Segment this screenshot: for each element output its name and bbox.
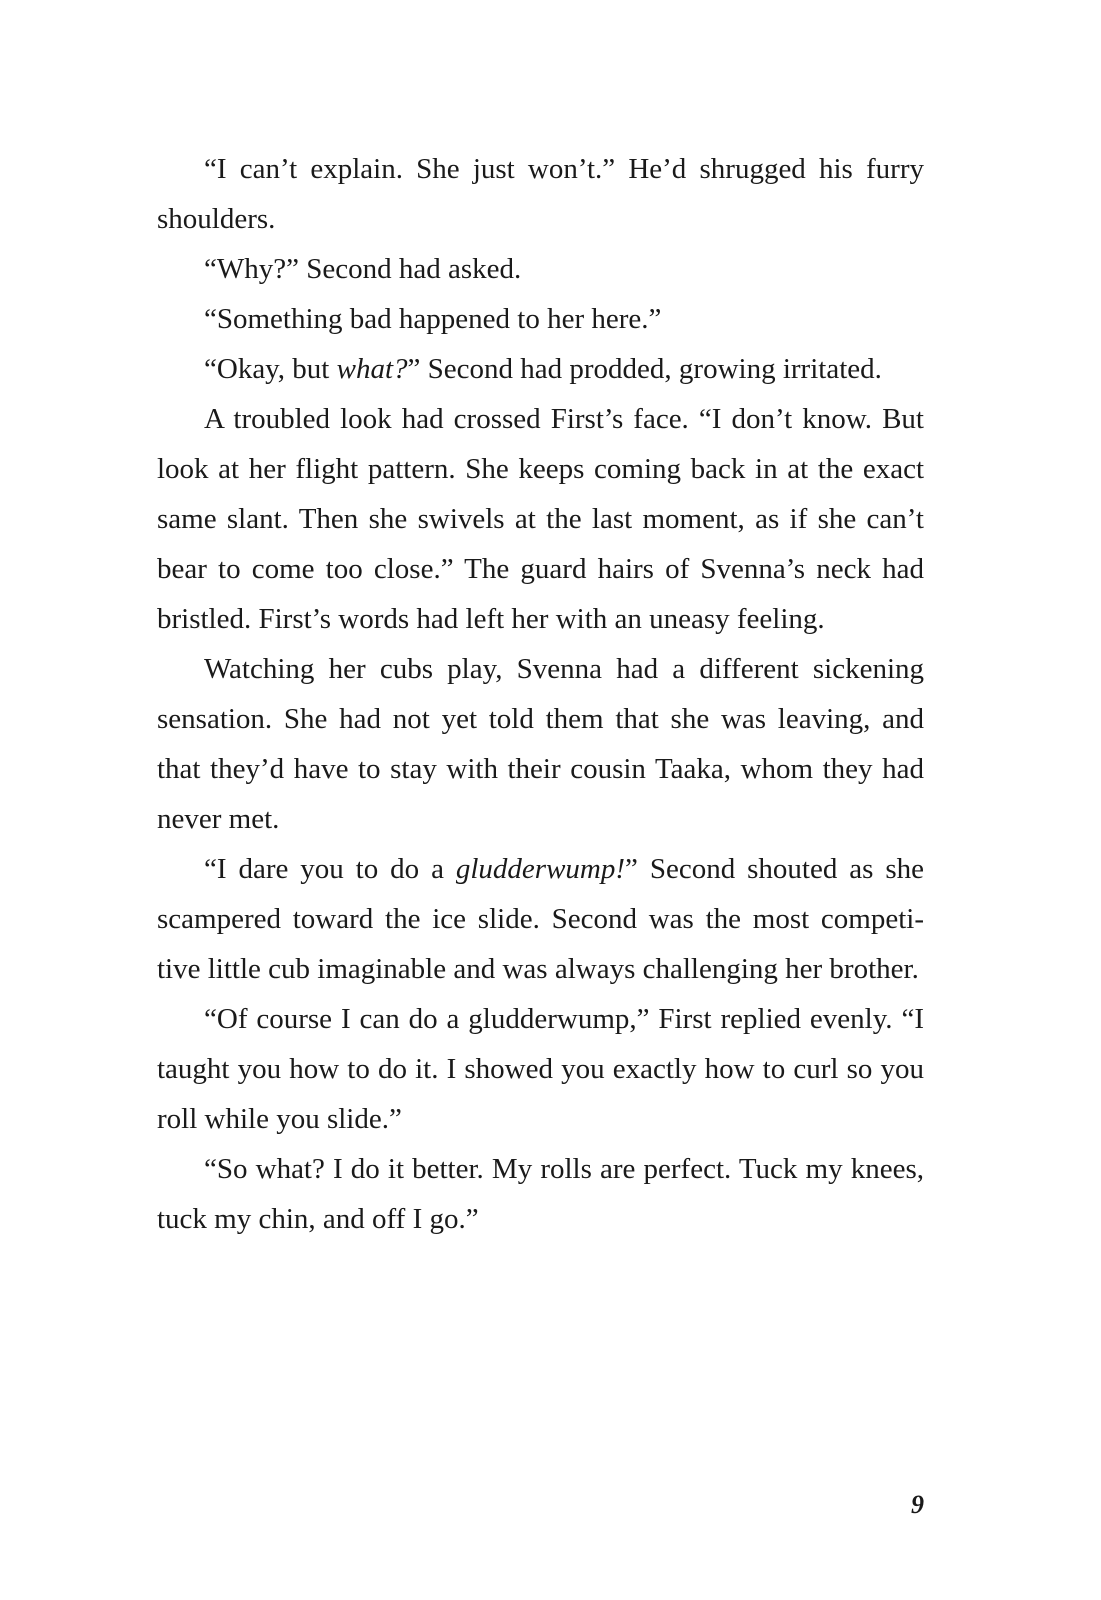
body-text (157, 144, 924, 1244)
paragraph (157, 244, 924, 294)
page-number: 9 (911, 1490, 924, 1519)
text-run: “I can’t explain. She just won’t.” He’d shrugged his furry shoulders. (157, 153, 924, 235)
text-run: “Something bad happened to her here.” (204, 303, 662, 335)
paragraph (157, 394, 924, 644)
paragraph (157, 144, 924, 244)
text-run: ” Second had prodded, growing irritated. (407, 353, 882, 385)
text-run: “Why?” Second had asked. (204, 253, 522, 285)
italic-text: gludderwump! (455, 853, 626, 885)
text-run: “I dare you to do a (204, 853, 456, 885)
text-run: Watching her cubs play, Svenna had a different sickening sensation. She had not yet told them that she was leaving, and that they’d have to stay with their cousin Taaka, whom they had never met. (157, 653, 924, 835)
paragraph (157, 844, 924, 994)
paragraph (157, 294, 924, 344)
text-run: “So what? I do it better. My rolls are perfect. Tuck my knees, tuck my chin, and off I go.” (157, 1153, 924, 1235)
text-run: “Okay, but (204, 353, 337, 385)
paragraph (157, 994, 924, 1144)
text-run: A troubled look had crossed First’s face. “I don’t know. But look at her flight pattern. She keeps coming back in at the exact same slant. Then she swivels at the last moment, as if she can’t bear to come too close.” The guard hairs of Svenna’s neck had bristled. First’s words had left her with an uneasy feeling. (157, 403, 924, 635)
text-run: “Of course I can do a gludderwump,” First replied evenly. “I taught you how to do it. I showed you exactly how to curl so you roll while you slide.” (157, 1003, 924, 1135)
italic-text: what? (336, 353, 408, 385)
paragraph (157, 644, 924, 844)
paragraph (157, 1144, 924, 1244)
text-run: ” Second shouted as she scampered toward the ice slide. Second was the most competi-tive little cub imaginable and was always challenging her brother. (157, 853, 924, 985)
paragraph (157, 344, 924, 394)
